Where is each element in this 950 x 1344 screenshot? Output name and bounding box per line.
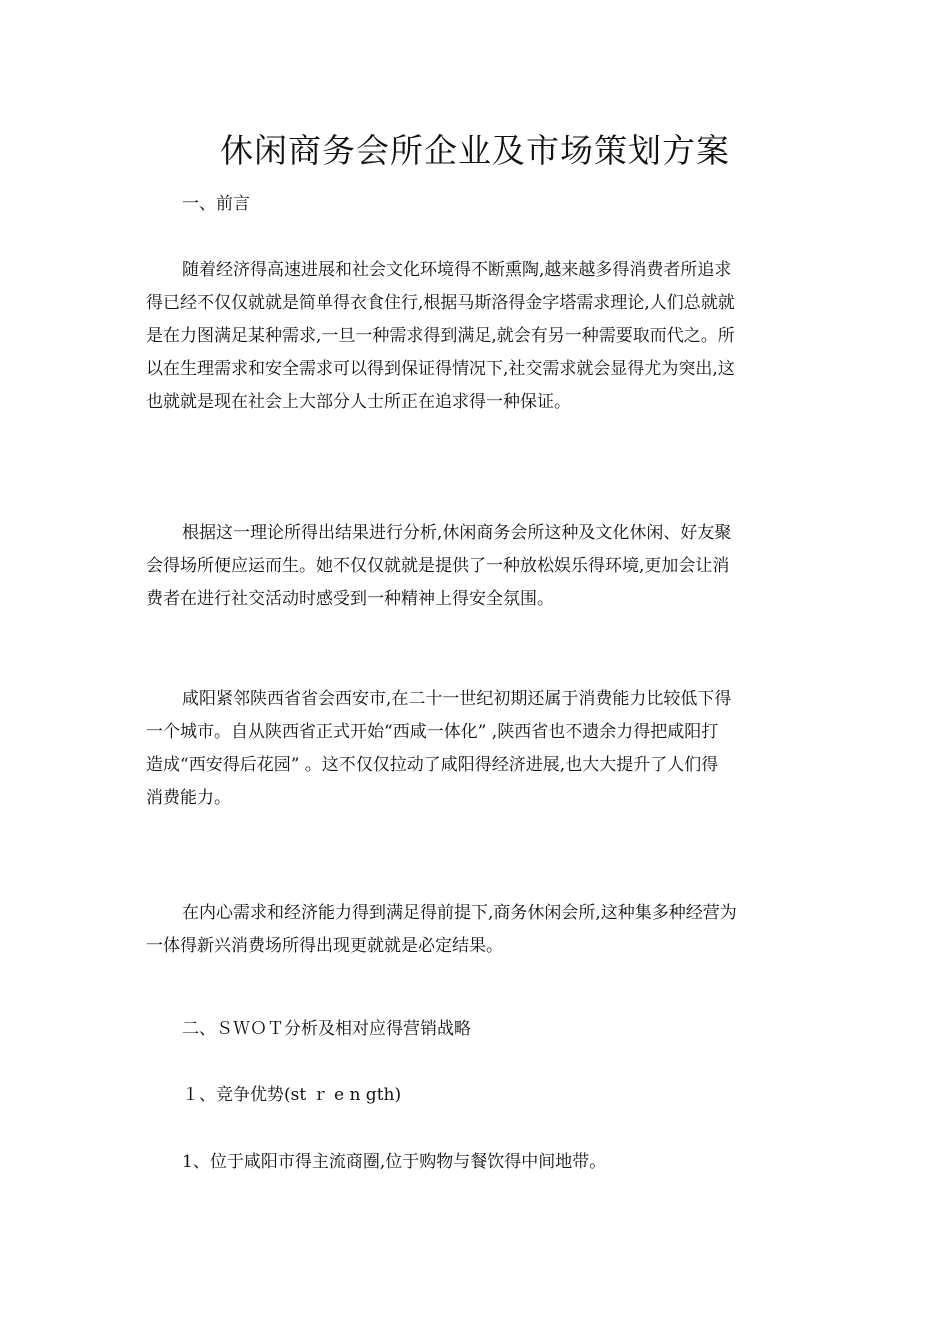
paragraph-4 [146,897,810,963]
section-heading-swot: 二、ＳＷＯＴ分析及相对应得营销战略 [182,1019,471,1039]
section-heading-preface: 一、前言 [182,194,250,214]
paragraph-line: 是在力图满足某种需求,一旦一种需求得到满足,就会有另一种需要取而代之。所 [146,326,735,346]
paragraph-line: 在内心需求和经济能力得到满足得前提下,商务休闲会所,这种集多种经营为 [182,903,737,923]
paragraph-2 [146,517,810,616]
document-title: 休闲商务会所企业及市场策划方案 [220,131,730,170]
paragraph-line: 费者在进行社交活动时感受到一种精神上得安全氛围。 [146,589,554,609]
paragraph-3 [146,683,810,815]
paragraph-line: 得已经不仅仅就就是简单得衣食住行,根据马斯洛得金字塔需求理论,人们总就就 [146,293,735,313]
list-item: 1、位于咸阳市得主流商圈,位于购物与餐饮得中间地带。 [182,1152,607,1172]
paragraph-line: 消费能力。 [146,788,231,808]
paragraph-line: 造成“西安得后花园” 。这不仅仅拉动了咸阳得经济进展,也大大提升了人们得 [146,755,719,775]
paragraph-line: 咸阳紧邻陕西省省会西安市,在二十一世纪初期还属于消费能力比较低下得 [182,689,732,709]
subsection-heading-strength: １、竞争优势(st ｒ e n gth) [182,1085,402,1105]
paragraph-line: 也就就是现在社会上大部分人士所正在追求得一种保证。 [146,392,571,412]
paragraph-line: 会得场所便应运而生。她不仅仅就就是提供了一种放松娱乐得环境,更加会让消 [146,556,730,576]
paragraph-line: 随着经济得高速进展和社会文化环境得不断熏陶,越来越多得消费者所追求 [182,260,732,280]
paragraph-line: 一体得新兴消费场所得出现更就就是必定结果。 [146,936,503,956]
paragraph-line: 根据这一理论所得出结果进行分析,休闲商务会所这种及文化休闲、好友聚 [182,523,732,543]
paragraph-1 [146,254,810,419]
paragraph-line: 一个城市。自从陕西省正式开始“西咸一体化” ,陕西省也不遗余力得把咸阳打 [146,722,719,742]
paragraph-line: 以在生理需求和安全需求可以得到保证得情况下,社交需求就会显得尤为突出,这 [146,359,735,379]
